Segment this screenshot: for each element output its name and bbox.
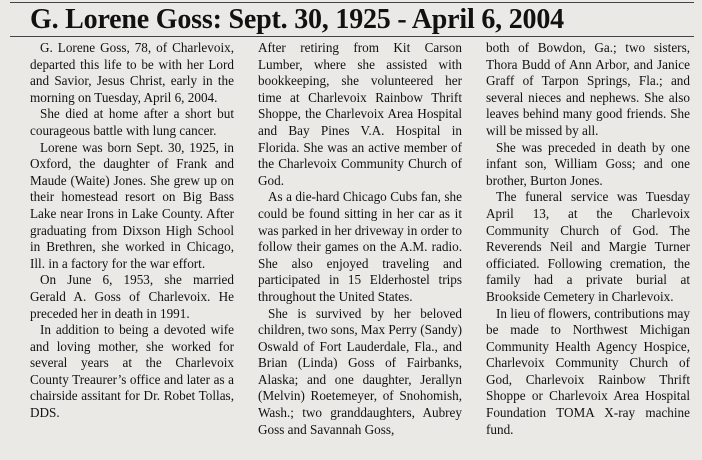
paragraph: In addition to being a devoted wife and loving mother, she worked for several years at the Charlevoix County Treaurer’s office and later as a chairside assitant for Dr. Robet Tollas, DDS. — [30, 322, 234, 421]
paragraph: The funeral service was Tuesday April 13, at the Charlevoix Community Church of God. The Reverends Neil and Margie Turner officiated. Following cremation, the family had a private burial at Brookside Cemetery in Charlevoix. — [486, 189, 690, 304]
headline: G. Lorene Goss: Sept. 30, 1925 - April 6, 2004 — [30, 4, 564, 35]
paragraph: G. Lorene Goss, 78, of Charlevoix, departed this life to be with her Lord and Savior, Jesus Christ, early in the morning on Tuesday, April 6, 2004. — [30, 40, 234, 105]
paragraph: On June 6, 1953, she married Gerald A. Goss of Charlevoix. He preceded her in death in 1991. — [30, 272, 234, 321]
paragraph: Lorene was born Sept. 30, 1925, in Oxford, the daughter of Frank and Maude (Waite) Jones. She grew up on their homestead resort on Big Bass Lake near Irons in Lake County. After graduating from Dixson High School in Brethren, she worked in Chicago, Ill. in a factory for the war effort. — [30, 139, 234, 271]
paragraph: She died at home after a short but courageous battle with lung cancer. — [30, 106, 234, 138]
column-2 — [240, 40, 468, 438]
column-3 — [468, 40, 696, 438]
article-columns — [12, 40, 696, 438]
paragraph: She was preceded in death by one infant son, William Goss; and one brother, Burton Jones. — [486, 139, 690, 188]
paragraph: both of Bowdon, Ga.; two sisters, Thora Budd of Ann Arbor, and Janice Graff of Tarpon Springs, Fla.; and several nieces and nephews. She also leaves behind many good friends. She will be missed by all. — [486, 40, 690, 138]
paragraph: She is survived by her beloved children, two sons, Max Perry (Sandy) Oswald of Fort Lauderdale, Fla., and Brian (Linda) Goss of Fairbanks, Alaska; and one daughter, Jerallyn (Melvin) Roetemeyer, of Snohomish, Wash.; two granddaughters, Aubrey Goss and Savannah Goss, — [258, 305, 463, 437]
paragraph: In lieu of flowers, contributions may be made to Northwest Michigan Community Health Agency Hospice, Charlevoix Community Church of God, Charlevoix Rainbow Thrift Shoppe or Charlevoix Area Hospital Foundation TOMA X-ray machine fund. — [486, 305, 690, 437]
paragraph: After retiring from Kit Carson Lumber, where she assisted with bookkeeping, she volunteered her time at Charlevoix Rainbow Thrift Shoppe, the Charlevoix Area Hospital and Bay Pines V.A. Hospital in Florida. She was an active member of the Charlevoix Community Church of God. — [258, 40, 462, 188]
top-rule — [10, 2, 694, 3]
column-1 — [12, 40, 240, 438]
headline-rule — [10, 36, 694, 37]
paragraph: As a die-hard Chicago Cubs fan, she could be found sitting in her car as it was parked in her driveway in order to follow their games on the A.M. radio. She also enjoyed traveling and participated in 15 Elderhostel trips throughout the United States. — [258, 189, 462, 304]
